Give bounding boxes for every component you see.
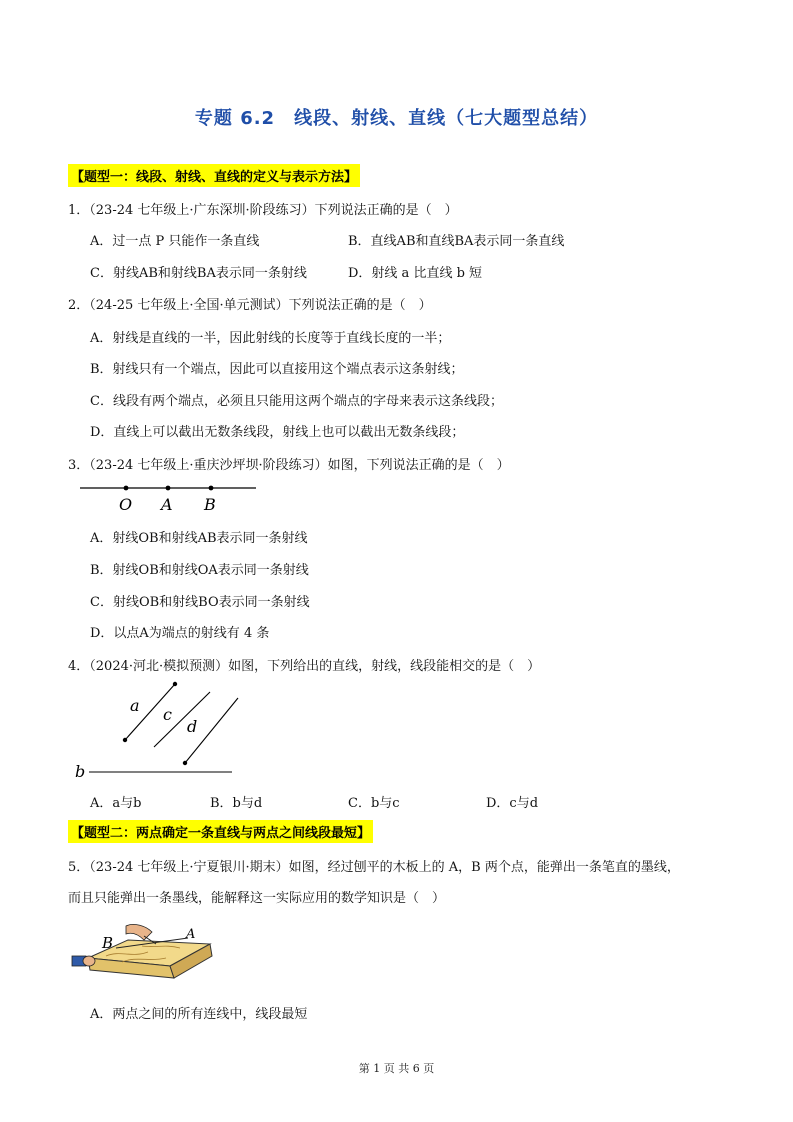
question-4-option-d: D．c与d [486, 796, 539, 811]
question-3-option-a: A．射线OB和射线AB表示同一条射线 [90, 531, 308, 546]
question-2-option-d: D．直线上可以截出无数条线段，射线上也可以截出无数条线段； [90, 425, 465, 440]
label-b: b [75, 762, 86, 780]
segment-a-endpoint [123, 738, 127, 742]
page-footer: 第 1 页 共 6 页 [358, 1062, 435, 1075]
question-5-option-a: A．两点之间的所有连线中，线段最短 [90, 1007, 308, 1022]
label-c: c [163, 705, 172, 724]
question-3-option-b: B．射线OB和射线OA表示同一条射线 [90, 563, 309, 578]
question-4-option-a: A．a与b [90, 796, 142, 811]
question-3-figure [78, 478, 268, 514]
page-title: 专题 6.2 线段、射线、直线（七大题型总结） [194, 108, 599, 129]
segment-a-endpoint [173, 682, 177, 686]
left-hand [83, 956, 95, 966]
section-heading-2: 【题型二：两点确定一条直线与两点之间线段最短】 [68, 820, 373, 843]
right-hand [126, 924, 152, 940]
question-3-option-c: C．射线OB和射线BO表示同一条射线 [90, 595, 310, 610]
question-4-option-c: C．b与c [348, 796, 400, 811]
question-5-stem-line-2: 而且只能弹出一条墨线，能解释这一实际应用的数学知识是（ ） [68, 891, 446, 906]
question-1-option-c: C．射线AB和射线BA表示同一条射线 [90, 266, 307, 281]
question-5-stem-line-1: 5．（23-24 七年级上·宁夏银川·期末）如图，经过刨平的木板上的 A，B 两个点，能弹出一条笔直的墨线， [68, 860, 680, 875]
question-2-stem: 2．（24-25 七年级上·全国·单元测试）下列说法正确的是（ ） [68, 298, 432, 313]
label-a: A [186, 927, 196, 942]
question-4-option-b: B．b与d [210, 796, 263, 811]
point-b [209, 486, 214, 491]
question-2-option-b: B．射线只有一个端点，因此可以直接用这个端点表示这条射线； [90, 362, 464, 377]
question-3-option-d: D．以点A为端点的射线有 4 条 [90, 626, 270, 641]
label-b: B [204, 495, 216, 514]
question-1-option-a: A．过一点 P 只能作一条直线 [90, 234, 260, 249]
question-2-option-c: C．线段有两个端点，必须且只能用这两个端点的字母来表示这条线段； [90, 394, 503, 409]
label-d: d [187, 717, 198, 736]
question-3-stem: 3．（23-24 七年级上·重庆沙坪坝·阶段练习）如图，下列说法正确的是（ ） [68, 458, 510, 473]
question-5-figure [70, 918, 215, 984]
ray-d-endpoint [183, 761, 187, 765]
question-1-stem: 1．（23-24 七年级上·广东深圳·阶段练习）下列说法正确的是（ ） [68, 203, 458, 218]
point-o [124, 486, 129, 491]
label-b: B [102, 934, 114, 952]
point-a [166, 486, 171, 491]
label-a: A [161, 495, 173, 514]
question-2-option-a: A．射线是直线的一半，因此射线的长度等于直线长度的一半； [90, 331, 451, 346]
question-1-option-b: B．直线AB和直线BA表示同一条直线 [348, 234, 565, 249]
section-heading-1: 【题型一：线段、射线、直线的定义与表示方法】 [68, 164, 360, 187]
question-1-option-d: D．射线 a 比直线 b 短 [348, 266, 483, 281]
question-4-figure [72, 678, 247, 780]
label-a: a [130, 696, 140, 715]
question-4-stem: 4．（2024·河北·模拟预测）如图，下列给出的直线，射线，线段能相交的是（ ） [68, 659, 541, 674]
label-o: O [119, 495, 133, 514]
